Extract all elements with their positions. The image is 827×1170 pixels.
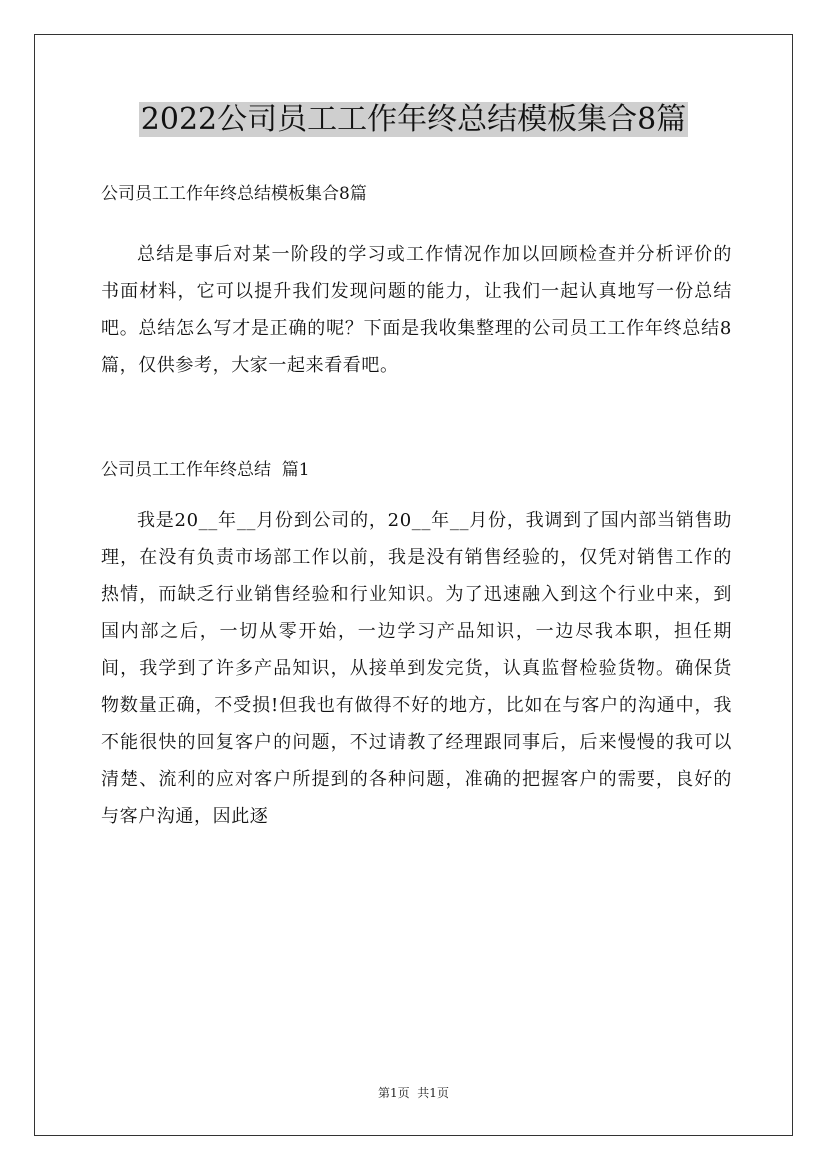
section-paragraph: 我是20__年__月份到公司的，20__年__月份，我调到了国内部当销售助理，在没有负责市场部工作以前，我是没有销售经验的，仅凭对销售工作的热情，而缺乏行业销售经验和行业知识。为了迅速融入到这个行业中来，到国内部之后，一切从零开始，一边学习产品知识，一边尽我本职，担任期间，我学到了许多产品知识，从接单到发完货，认真监督检验货物。确保货物数量正确，不受损!但我也有做得不好的地方，比如在与客户的沟通中，我不能很快的回复客户的问题，不过请教了经理跟同事后，后来慢慢的我可以清楚、流利的应对客户所提到的各种问题，准确的把握客户的需要，良好的与客户沟通，因此逐: [101, 510, 732, 827]
page-number: 第1页 共1页: [378, 1086, 449, 1100]
page-footer: [0, 1084, 827, 1101]
section-heading: 公司员工工作年终总结 篇1: [101, 460, 310, 480]
document-title: [0, 100, 827, 140]
document-title-text: 2022公司员工工作年终总结模板集合8篇: [140, 102, 687, 137]
intro-paragraph: 总结是事后对某一阶段的学习或工作情况作加以回顾检查并分析评价的书面材料，它可以提升我们发现问题的能力，让我们一起认真地写一份总结吧。总结怎么写才是正确的呢？下面是我收集整理的公司员工工作年终总结8篇，仅供参考，大家一起来看看吧。: [101, 244, 732, 376]
document-body: [101, 178, 732, 835]
document-subtitle: 公司员工工作年终总结模板集合8篇: [101, 184, 367, 204]
